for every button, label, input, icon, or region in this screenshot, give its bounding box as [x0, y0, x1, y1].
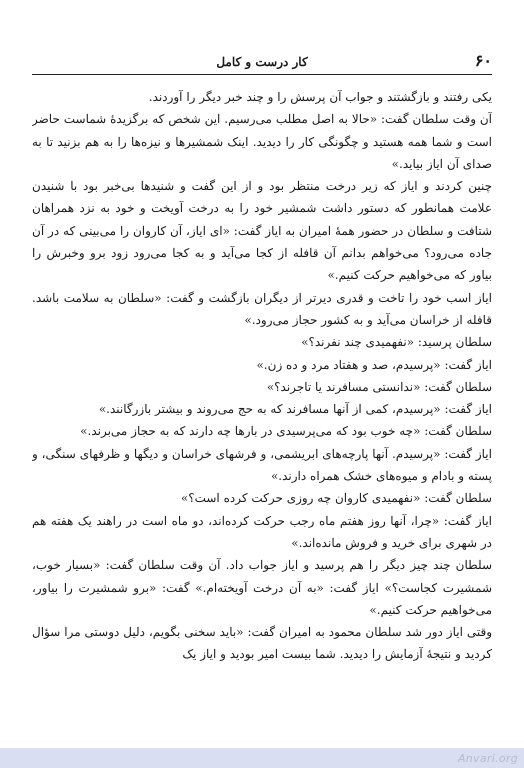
paragraph: سلطان پرسید: «نفهمیدی چند نفرند؟»: [301, 335, 492, 350]
paragraph: آن وقت سلطان گفت: «حالا به اصل مطلب می‌رسیم. این شخص که برگزیدهٔ شماست حاضر است و شما همه هستید و چگونگی کار را دیدید. اینک شمشیرها و نیزه‌ها را به هم بزنید تا به صدای آن ایاز بیاید.»: [32, 112, 492, 171]
paragraph: سلطان گفت: «چه خوب بود که می‌پرسیدی در بارها چه دارند که به حجاز می‌برند.»: [80, 424, 492, 439]
paragraph: ایاز گفت: «پرسیدم، کمی از آنها مسافرند که به حج می‌روند و بیشتر بازرگانند.»: [98, 402, 492, 417]
paragraph: وقتی ایاز دور شد سلطان محمود به امیران گفت: «باید سخنی بگویم، دلیل دوستی مرا سؤال کردید و نتیجهٔ آزمایش را دیدید. شما بیست امیر بودید و ایاز یک: [32, 625, 492, 662]
paragraph: سلطان گفت: «نفهمیدی کاروان چه روزی حرکت کرده است؟»: [180, 491, 492, 506]
paragraph: سلطان چند چیز دیگر را هم پرسید و ایاز جواب داد. آن وقت سلطان گفت: «بسیار خوب، شمشیرت کجاست؟» ایاز گفت: «به آن درخت آویخته‌ام.» گفت: «برو شمشیرت را بیاور، می‌خواهیم حرکت کنیم.»: [32, 558, 492, 617]
paragraph: سلطان گفت: «ندانستی مسافرند یا تاجرند؟»: [266, 379, 492, 394]
body-text: [32, 86, 492, 744]
paragraph: ایاز گفت: «پرسیدم، صد و هفتاد مرد و ده زن.»: [256, 357, 492, 372]
paragraph: ایاز گفت: «چرا، آنها روز هفتم ماه رجب حرکت کرده‌اند، دو ماه است در راهند یک هفته هم در شهری برای خرید و فروش مانده‌اند.»: [32, 513, 492, 550]
paragraph: ایاز گفت: «پرسیدم. آنها پارچه‌های ابریشمی، و فرشهای خراسان و دیگها و ظرفهای سنگی، و پسته و بادام و میوه‌های خشک همراه دارند.»: [32, 446, 492, 484]
paragraph: یکی رفتند و بازگشتند و جواب آن پرسش را و چند خبر دیگر را آوردند.: [148, 90, 492, 104]
watermark: Anvari.org: [457, 752, 518, 765]
page-header: [32, 50, 492, 75]
footer-bar: [0, 748, 524, 768]
paragraph: ایاز اسب خود را تاخت و قدری دیرتر از دیگران بازگشت و گفت: «سلطان به سلامت باشد. قافله از خراسان می‌آید و به کشور حجاز می‌رود.»: [32, 290, 492, 327]
paragraph: چنین کردند و ایاز که زیر درخت منتظر بود و از این گفت و شنیدها بی‌خبر بود با شنیدن علامت همانطور که دستور داشت شمشیر خود را به درخت آویخت و خود به نزد همراهان شتافت و سلطان در حضور همهٔ امیران به ایاز گفت: «ای ایاز، آن کاروان را می‌بینی که در آن جاده می‌رود؟ می‌خواهم بدانم آن قافله از کجا می‌آید و به کجا می‌رود زود برو وخبرش را بیاور که می‌خواهیم حرکت کنیم.»: [32, 179, 492, 283]
running-title: کار درست و کامل: [216, 55, 308, 69]
page-number: ۶۰: [474, 51, 492, 70]
